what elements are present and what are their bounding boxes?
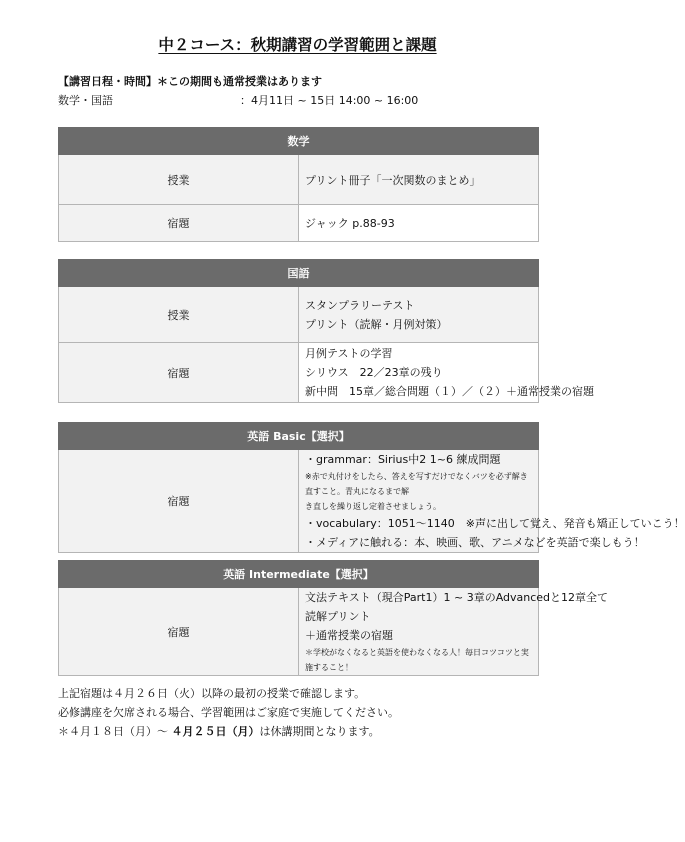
japanese-lesson-label: 授業 — [59, 287, 299, 343]
english-intermediate-table — [58, 560, 609, 676]
footer-line: 上記宿題は４月２６日（火）以降の最初の授業で確認します。 — [58, 687, 366, 700]
japanese-homework-line: 新中問 15章／総合問題（１）／（２）＋通常授業の宿題 — [305, 385, 594, 398]
english-basic-homework — [299, 450, 685, 553]
english-intermediate-header: 英語 Intermediate【選択】 — [59, 561, 539, 588]
japanese-homework-label: 宿題 — [59, 343, 299, 403]
japanese-table — [58, 259, 594, 403]
footer-bold-date: ４月２５日（月） — [171, 725, 260, 738]
japanese-header: 国語 — [59, 260, 539, 287]
math-homework: ジャック p.88-93 — [299, 205, 539, 242]
english-basic-media: ・メディアに触れる：本、映画、歌、アニメなどを英語で楽しもう！ — [305, 536, 645, 549]
japanese-lesson — [299, 287, 539, 343]
english-intermediate-homework-label: 宿題 — [59, 588, 299, 676]
math-table — [58, 127, 539, 242]
math-header: 数学 — [59, 128, 539, 155]
english-basic-note: ※赤で丸付けをしたら、答えを写すだけでなくバツを必ず解き直すこと。青丸になるまで解 — [305, 472, 528, 496]
english-intermediate-note: ＊学校がなくなると英語を使わなくなる人！毎日コツコツと実施すること！ — [305, 648, 529, 672]
english-basic-homework-label: 宿題 — [59, 450, 299, 553]
english-basic-header: 英語 Basic【選択】 — [59, 423, 539, 450]
math-lesson-label: 授業 — [59, 155, 299, 205]
english-intermediate-line: ＋通常授業の宿題 — [305, 629, 393, 642]
japanese-lesson-line: プリント（読解・月例対策） — [305, 317, 448, 331]
page-title: 中２コース：秋期講習の学習範囲と課題 — [158, 36, 437, 54]
english-basic-grammar: ・grammar：Sirius中2 1~6 練成問題 — [305, 453, 501, 466]
footer-line — [58, 722, 399, 741]
english-basic-table — [58, 422, 685, 553]
japanese-homework-line: 月例テストの学習 — [305, 347, 393, 360]
schedule-heading: 【講習日程・時間】＊この期間も通常授業はあります — [58, 75, 322, 88]
footer-notes — [58, 684, 399, 741]
japanese-homework — [299, 343, 594, 403]
footer-text: は休講期間となります。 — [259, 725, 380, 738]
footer-text: ＊４月１８日（月）〜 — [58, 725, 172, 738]
schedule-subjects: 数学・国語 — [58, 94, 113, 107]
english-intermediate-homework — [299, 588, 609, 676]
japanese-lesson-line: スタンプラリーテスト — [305, 298, 415, 312]
english-basic-note: き直しを繰り返し定着させましょう。 — [305, 502, 441, 511]
english-basic-vocabulary: ・vocabulary：1051〜1140 ※声に出して覚え、発音も矯正していこう！ — [305, 517, 685, 530]
japanese-homework-line: シリウス 22／23章の残り — [305, 366, 443, 379]
footer-line: 必修講座を欠席される場合、学習範囲はご家庭で実施してください。 — [58, 706, 399, 719]
math-homework-label: 宿題 — [59, 205, 299, 242]
english-intermediate-line: 読解プリント — [305, 610, 371, 623]
english-intermediate-line: 文法テキスト（現合Part1）1 ~ 3章のAdvancedと12章全て — [305, 591, 609, 604]
schedule-dates: ：4月11日 ~ 15日 14:00 ~ 16:00 — [240, 94, 419, 107]
schedule-row — [58, 92, 538, 108]
math-lesson: プリント冊子「一次関数のまとめ」 — [299, 155, 539, 205]
